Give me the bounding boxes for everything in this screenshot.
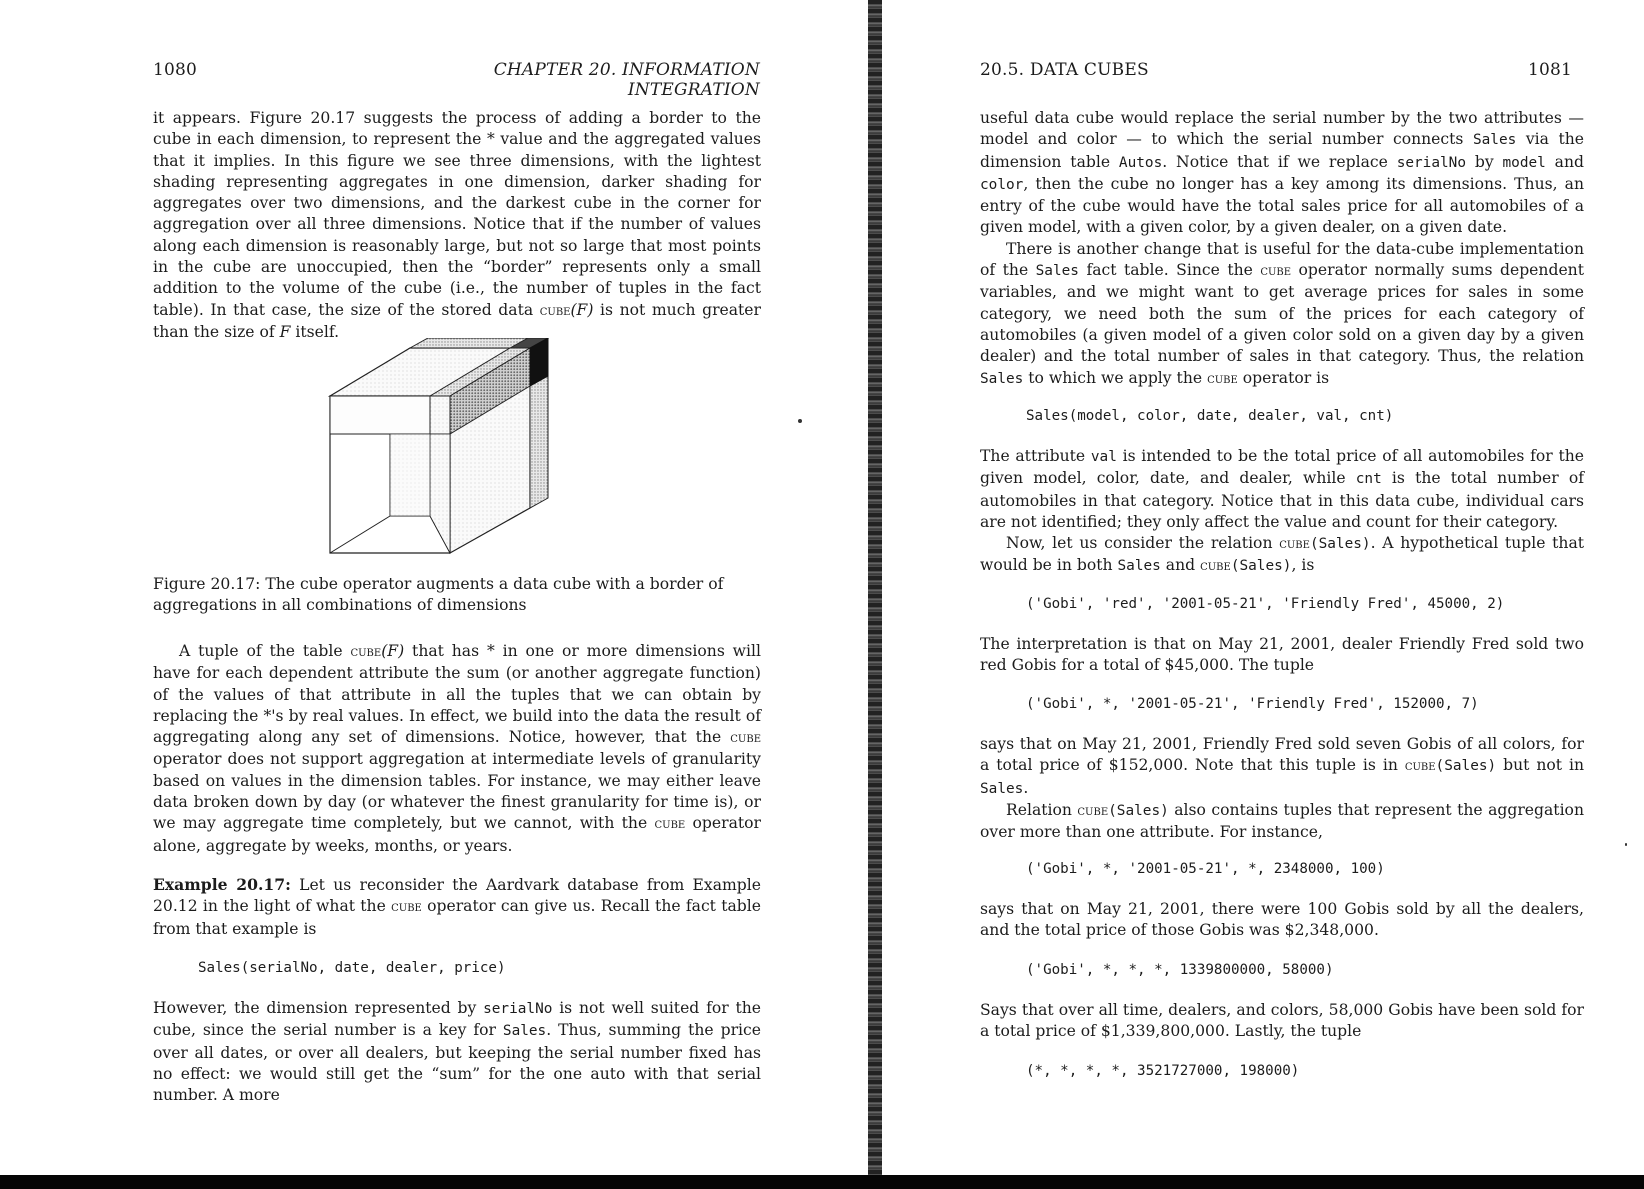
page-number-left: 1080: [153, 60, 198, 80]
right-paragraph-9: Says that over all time, dealers, and colors, 58,000 Gobis have been sold for a total price of $1,339,800,000. Lastly, the tuple: [980, 1001, 1584, 1041]
margin-speck-right: [1625, 843, 1627, 846]
left-paragraph-1: it appears. Figure 20.17 suggests the process of adding a border to the cube in each dimension, to represent the * value and the aggregated values that it implies. In this figure we see three dimensions, with the lightest shading representing aggregates in one dimension, darker shading for aggregates over two dimensions, and the darkest cube in the corner for aggregation over all three dimensions. Notice that if the number of values along each dimension is reasonably large, but not so large that most points in the cube are unoccupied, then the “border” represents only a small addition to the volume of the cube (i.e., the number of tuples in the fact table). In that case, the size of the stored data cube(F) is not much greater than the size of F itself.: [153, 109, 761, 341]
right-paragraph-3: The attribute val is intended to be the total price of all automobiles for the given model, color, date, and dealer, while cnt is the total number of automobiles in that category. Notice that in this data cube, individual cars are not identified; they only affect the value and count for their category. Now, let us consider the relation cube(Sales). A hypothetical tuple that would be in both Sales and cube(Sales), is: [980, 447, 1585, 575]
code-tuple-3: ('Gobi', *, '2001-05-21', *, 2348000, 100): [1026, 861, 1385, 877]
code-sales-schema-left: Sales(serialNo, date, dealer, price): [198, 960, 506, 976]
example-20-17: Example 20.17: Let us reconsider the Aardvark database from Example 20.12 in the light of what the cube operator can give us. Recall the fact table from that example is: [153, 875, 761, 938]
cube-corner-block: [430, 396, 450, 434]
example-label: Example 20.17:: [153, 875, 291, 894]
margin-speck: [798, 419, 802, 423]
figure-caption: Figure 20.17: The cube operator augments a data cube with a border of aggregations in all combinations of dimensions: [153, 575, 724, 615]
code-sales-schema-right: Sales(model, color, date, dealer, val, cnt): [1026, 408, 1394, 424]
right-paragraph-5: The interpretation is that on May 21, 2001, dealer Friendly Fred sold two red Gobis for a total of $45,000. The tuple: [980, 635, 1584, 675]
left-paragraph-2: A tuple of the table cube(F) that has * in one or more dimensions will have for each dependent attribute the sum (or another aggregate function) of the values of that attribute in all the tuples that we can obtain by replacing the *'s by real values. In effect, we build into the data the result of aggregating along any set of dimensions. Notice, however, that the cube operator does not support aggregation at intermediate levels of granularity based on values in the dimension tables. For instance, we may either leave data broken down by day (or whatever the finest granularity for time is), or we may aggregate time completely, but we cannot, with the cube operator alone, aggregate by weeks, months, or years.: [153, 642, 761, 855]
code-tuple-1: ('Gobi', 'red', '2001-05-21', 'Friendly Fred', 45000, 2): [1026, 596, 1505, 612]
left-paragraph-3: However, the dimension represented by serialNo is not well suited for the cube, since the serial number is a key for Sales. Thus, summing the price over all dates, or over all dealers, but keeping the serial number fixed has no effect: we would still get the “sum” for the one auto with that serial number. A more: [153, 999, 761, 1105]
running-head-right: 20.5. DATA CUBES: [980, 60, 1149, 80]
right-paragraph-8: says that on May 21, 2001, there were 100 Gobis sold by all the dealers, and the total price of those Gobis was $2,348,000.: [980, 900, 1584, 940]
scan-bottom-edge: [0, 1175, 1644, 1189]
code-tuple-2: ('Gobi', *, '2001-05-21', 'Friendly Fred', 152000, 7): [1026, 696, 1479, 712]
right-paragraph-1: useful data cube would replace the serial number by the two attributes — model and color — to which the serial number connects Sales via the dimension table Autos. Notice that if we replace serialNo by model and color, then the cube no longer has a key among its dimensions. Thus, an entry of the cube would have the total sales price for all automobiles of a given model, with a given color, by a given dealer, on a given date. There is another change that is useful for the data-cube implementation of the Sales fact table. Since the cube operator normally sums dependent variables, and we might want to get average prices for sales in some category, we need both the sum of the prices for each category of automobiles (a given model of a given color sold on a given day by a given dealer) and the total number of sales in that category. Thus, the relation Sales to which we apply the cube operator is: [980, 109, 1585, 387]
code-tuple-5: (*, *, *, *, 3521727000, 198000): [1026, 1063, 1300, 1079]
page-number-right: 1081: [1528, 60, 1573, 80]
code-tuple-4: ('Gobi', *, *, *, 1339800000, 58000): [1026, 962, 1334, 978]
right-paragraph-6: says that on May 21, 2001, Friendly Fred sold seven Gobis of all colors, for a total price of $152,000. Note that this tuple is in cube(Sales) but not in Sales. Relation cube(Sales) also contains tuples that represent the aggregation over more than one attribute. For instance,: [980, 735, 1584, 842]
right-page: [868, 0, 1644, 1189]
cube-figure: [318, 338, 588, 558]
running-head-left: CHAPTER 20. INFORMATION INTEGRATION: [493, 60, 760, 100]
